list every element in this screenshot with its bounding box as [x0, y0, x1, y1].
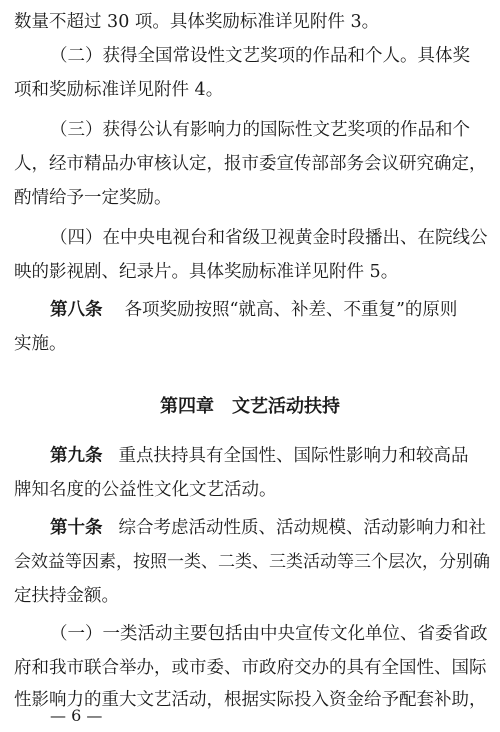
- text-line-6: 酌情给予一定奖励。: [14, 188, 172, 208]
- chapter-heading: [0, 395, 500, 419]
- text-line-10: 实施。: [14, 334, 67, 354]
- text-line-1: 数量不超过 30 项。具体奖励标准详见附件 3。: [14, 12, 380, 32]
- text-line-3: 项和奖励标准详见附件 4。: [14, 80, 224, 100]
- text-line-18: 性影响力的重大文艺活动，根据实际投入资金给予配套补助，: [14, 690, 487, 710]
- article-10-heading: 第十条: [50, 518, 103, 538]
- text-line-8: 映的影视剧、纪录片。具体奖励标准详见附件 5。: [14, 262, 399, 282]
- chapter-number: 第四章: [160, 396, 214, 417]
- article-9-line: [50, 444, 469, 468]
- article-10-line: [50, 516, 486, 540]
- page-number: — 6 —: [50, 706, 103, 725]
- text-line-15: 定扶持金额。: [14, 586, 119, 606]
- text-line-12: 牌知名度的公益性文化文艺活动。: [14, 480, 277, 500]
- article-10-text: 综合考虑活动性质、活动规模、活动影响力和社: [118, 518, 486, 538]
- text-line-17: 府和我市联合举办，或市委、市政府交办的具有全国性、国际: [14, 658, 487, 678]
- text-line-16: （一）一类活动主要包括由中央宣传文化单位、省委省政: [50, 624, 488, 644]
- text-line-5: 人，经市精品办审核认定，报市委宣传部部务会议研究确定，: [14, 154, 487, 174]
- text-line-4: （三）获得公认有影响力的国际性文艺奖项的作品和个: [50, 120, 470, 140]
- text-line-2: [50, 44, 490, 68]
- text-line-2-content: （二）获得全国常设性文艺奖项的作品和个人。具体奖: [50, 46, 470, 66]
- chapter-title: 文艺活动扶持: [232, 396, 340, 417]
- article-9-text: 重点扶持具有全国性、国际性影响力和较高品: [118, 446, 469, 466]
- article-9-heading: 第九条: [50, 446, 103, 466]
- article-8-line: [50, 298, 457, 322]
- article-8-text: 各项奖励按照“就高、补差、不重复”的原则: [124, 300, 458, 320]
- text-line-7: （四）在中央电视台和省级卫视黄金时段播出、在院线公: [50, 228, 488, 248]
- article-8-heading: 第八条: [50, 300, 103, 320]
- text-line-14: 会效益等因素，按照一类、二类、三类活动等三个层次，分别确: [14, 552, 490, 572]
